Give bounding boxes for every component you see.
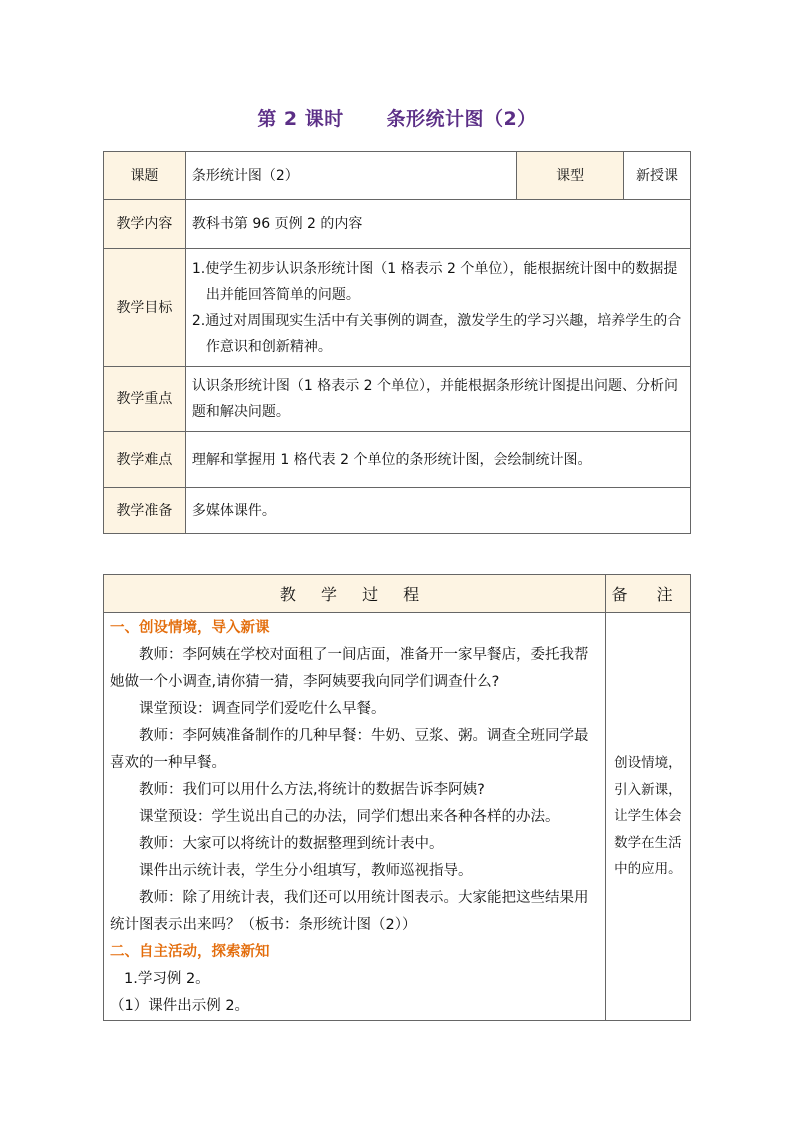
content-label: 教学内容 (104, 200, 186, 249)
process-paragraph: 教师：我们可以用什么方法,将统计的数据告诉李阿姨? (139, 782, 485, 798)
process-paragraph: 课件出示统计表，学生分小组填写，教师巡视指导。 (139, 863, 473, 879)
process-item: （1）课件出示例 2。 (110, 998, 250, 1014)
teaching-process-table (103, 574, 691, 1021)
page-title: 第 2 课时 条形统计图（2） (257, 108, 537, 130)
difficulty-value: 理解和掌握用 1 格代表 2 个单位的条形统计图，会绘制统计图。 (185, 432, 690, 488)
process-paragraph: 课堂预设：学生说出自己的办法，同学们想出来各种各样的办法。 (139, 809, 560, 825)
topic-value: 条形统计图（2） (185, 152, 516, 200)
section-heading: 二、自主活动，探索新知 (110, 944, 270, 960)
notes-header: 备 注 (606, 575, 691, 613)
process-header: 教 学 过 程 (104, 575, 606, 613)
type-value: 新授课 (624, 152, 691, 200)
process-paragraph: 教师：除了用统计表，我们还可以用统计图表示。大家能把这些结果用统计图表示出来吗？（板书：条形统计图（2）） (110, 890, 589, 933)
lesson-info-table (103, 151, 691, 534)
prep-label: 教学准备 (104, 488, 186, 534)
objective-item: 2.通过对周围现实生活中有关事例的调查，激发学生的学习兴趣，培养学生的合作意识和创新精神。 (191, 312, 682, 355)
prep-value: 多媒体课件。 (185, 488, 690, 534)
objectives-label: 教学目标 (104, 249, 186, 367)
process-item: 1.学习例 2。 (124, 971, 210, 987)
topic-label: 课题 (104, 152, 186, 200)
side-note: 创设情境，引入新课，让学生体会数学在生活中的应用。 (606, 613, 691, 1021)
key-value: 认识条形统计图（1 格表示 2 个单位），并能根据条形统计图提出问题、分析问题和解决问题。 (185, 367, 690, 432)
content-value: 教科书第 96 页例 2 的内容 (185, 200, 690, 249)
objective-item: 1.使学生初步认识条形统计图（1 格表示 2 个单位），能根据统计图中的数据提出并能回答简单的问题。 (191, 260, 678, 303)
objectives-cell (185, 249, 690, 367)
key-label: 教学重点 (104, 367, 186, 432)
process-paragraph: 教师：李阿姨在学校对面租了一间店面，准备开一家早餐店，委托我帮她做一个小调查,请你猜一猜，李阿姨要我向同学们调查什么? (110, 647, 589, 690)
section-heading: 一、创设情境，导入新课 (110, 620, 270, 636)
type-label: 课型 (517, 152, 624, 200)
process-paragraph: 教师：李阿姨准备制作的几种早餐：牛奶、豆浆、粥。调查全班同学最喜欢的一种早餐。 (110, 728, 589, 771)
difficulty-label: 教学难点 (104, 432, 186, 488)
process-paragraph: 教师：大家可以将统计的数据整理到统计表中。 (139, 836, 444, 852)
process-body (104, 613, 606, 1021)
process-paragraph: 课堂预设：调查同学们爱吃什么早餐。 (139, 701, 386, 717)
